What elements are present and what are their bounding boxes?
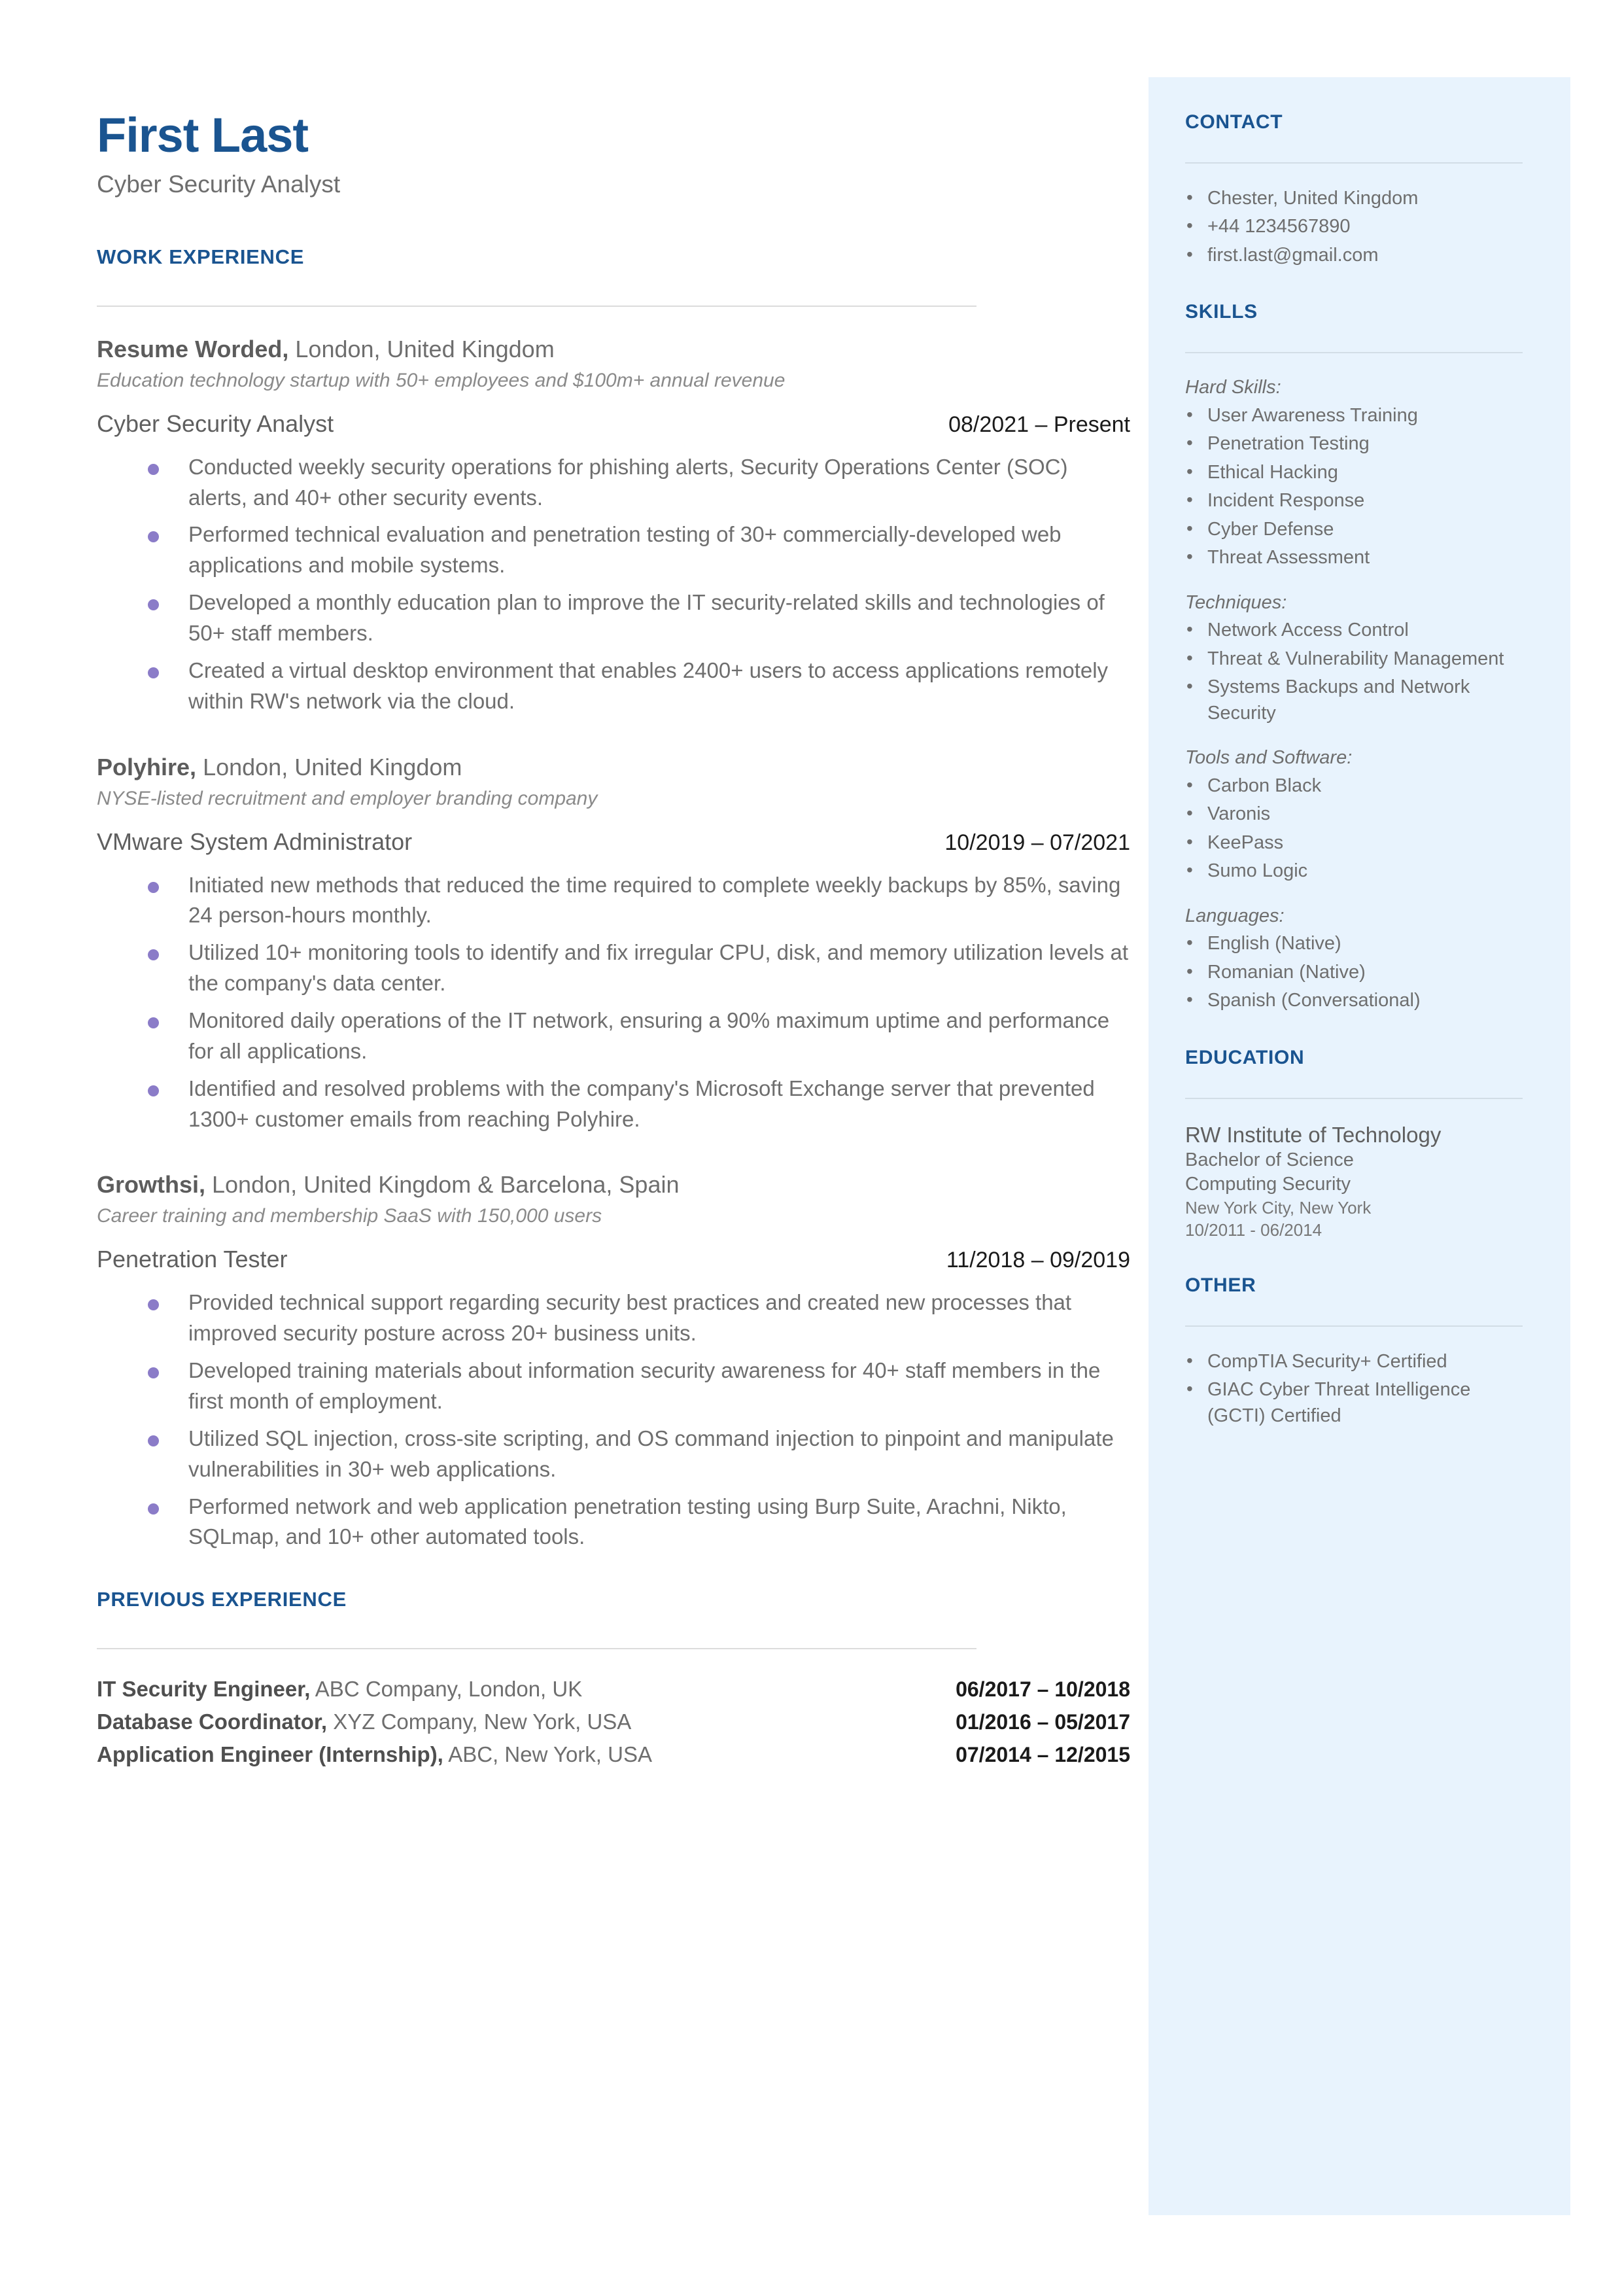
bullet-item: Performed technical evaluation and penetration testing of 30+ commercially-developed web applications and mobile systems.: [97, 519, 1130, 581]
company-description: Education technology startup with 50+ employees and $100m+ annual revenue: [97, 369, 786, 391]
previous-experience-left: [97, 1709, 631, 1734]
skill-item: • Cyber Defense: [1185, 517, 1525, 542]
bullet-item: Initiated new methods that reduced the time required to complete weekly backups by 85%, saving 24 person-hours monthly.: [97, 870, 1130, 932]
skill-item: • Network Access Control: [1185, 618, 1525, 643]
company-line: [97, 334, 1130, 364]
previous-experience-list: [97, 1677, 1130, 1767]
skill-item: • Threat & Vulnerability Management: [1185, 646, 1525, 672]
contact-email[interactable]: • first.last@gmail.com: [1185, 243, 1525, 268]
page-title: First Last: [97, 108, 309, 162]
skill-group-title: Hard Skills:: [1185, 377, 1281, 398]
skill-item: • Systems Backups and Network Security: [1185, 674, 1525, 726]
skill-group-hard-skills: [1185, 376, 1525, 570]
section-divider: [97, 1648, 976, 1649]
sidebar-heading-contact: CONTACT: [1185, 111, 1283, 133]
skill-item: • Penetration Testing: [1185, 431, 1525, 457]
bullet-item: Performed network and web application penetration testing using Burp Suite, Arachni, Nikto, SQLmap, and 10+ other automated tools.: [97, 1492, 1130, 1553]
company-name: Resume Worded,: [97, 335, 289, 362]
company-line: [97, 752, 1130, 782]
bullet-item: Identified and resolved problems with the company's Microsoft Exchange server that prevented 1300+ customer emails from reaching Polyhire.: [97, 1074, 1130, 1135]
sidebar-skills-section: [1185, 301, 1525, 1013]
role-dates: 08/2021 – Present: [948, 412, 1130, 437]
role-row: [97, 410, 1130, 438]
bullet-list: [97, 452, 1130, 717]
bullet-item: Provided technical support regarding security best practices and created new processes that improved security posture across 20+ business units.: [97, 1288, 1130, 1349]
skill-list: [1185, 773, 1525, 885]
education-school: RW Institute of Technology: [1185, 1122, 1442, 1147]
bullet-item: Utilized SQL injection, cross-site scripting, and OS command injection to pinpoint and manipulate vulnerabilities in 30+ web applications.: [97, 1424, 1130, 1485]
sidebar-contact-section: [1185, 111, 1525, 268]
previous-experience-row: [97, 1677, 1130, 1702]
skill-list: [1185, 618, 1525, 726]
skill-list: [1185, 403, 1525, 571]
bullet-item: Created a virtual desktop environment that enables 2400+ users to access applications remotely within RW's network via the cloud.: [97, 656, 1130, 717]
previous-role-title: IT Security Engineer,: [97, 1677, 311, 1702]
work-experience-item: [97, 1170, 1130, 1552]
previous-role-detail: ABC Company, London, UK: [310, 1677, 583, 1702]
skill-item: • English (Native): [1185, 931, 1525, 956]
role-title: Penetration Tester: [97, 1246, 288, 1273]
sidebar-education-section: [1185, 1047, 1525, 1242]
sidebar-column: [1185, 111, 1525, 1462]
bullet-item: Utilized 10+ monitoring tools to identify and fix irregular CPU, disk, and memory utilization levels at the company's data center.: [97, 937, 1130, 999]
education-degree: Bachelor of Science: [1185, 1149, 1354, 1170]
contact-location: • Chester, United Kingdom: [1185, 186, 1525, 211]
previous-experience-row: [97, 1742, 1130, 1767]
company-location: London, United Kingdom & Barcelona, Spain: [205, 1171, 680, 1199]
bullet-item: Monitored daily operations of the IT network, ensuring a 90% maximum uptime and performance for all applications.: [97, 1006, 1130, 1067]
role-dates: 11/2018 – 09/2019: [946, 1248, 1130, 1273]
skill-item: • Threat Assessment: [1185, 545, 1525, 570]
previous-experience-row: [97, 1709, 1130, 1734]
work-experience-section: [97, 245, 1130, 1553]
company-name: Growthsi,: [97, 1171, 206, 1199]
bullet-list: [97, 1288, 1130, 1552]
bullet-item: Developed a monthly education plan to improve the IT security-related skills and technologies of 50+ staff members.: [97, 587, 1130, 649]
bullet-list: [97, 870, 1130, 1135]
role-row: [97, 1246, 1130, 1273]
work-experience-item: [97, 752, 1130, 1135]
company-description: NYSE-listed recruitment and employer branding company: [97, 787, 598, 809]
skill-item: • Carbon Black: [1185, 773, 1525, 799]
company-location: London, United Kingdom: [196, 753, 462, 780]
previous-experience-left: [97, 1677, 582, 1702]
skill-item: • KeePass: [1185, 830, 1525, 856]
previous-role-title: Database Coordinator,: [97, 1709, 328, 1734]
previous-experience-left: [97, 1742, 652, 1767]
contact-phone[interactable]: • +44 1234567890: [1185, 214, 1525, 239]
skill-item: • Spanish (Conversational): [1185, 988, 1525, 1013]
education-dates: 10/2011 - 06/2014: [1185, 1219, 1322, 1240]
previous-role-dates: 06/2017 – 10/2018: [956, 1677, 1130, 1702]
sidebar-divider: [1185, 352, 1523, 353]
skill-group-title: Languages:: [1185, 905, 1285, 926]
certification-item: • CompTIA Security+ Certified: [1185, 1349, 1525, 1375]
skill-list: [1185, 931, 1525, 1013]
sidebar-heading-skills: SKILLS: [1185, 301, 1258, 323]
bullet-item: Developed training materials about information security awareness for 40+ staff members in the first month of employment.: [97, 1356, 1130, 1417]
sidebar-heading-other: OTHER: [1185, 1274, 1256, 1296]
company-location: London, United Kingdom: [288, 335, 555, 362]
skill-group-title: Tools and Software:: [1185, 747, 1353, 769]
sidebar-divider: [1185, 1325, 1523, 1327]
previous-role-dates: 01/2016 – 05/2017: [956, 1710, 1130, 1734]
previous-role-title: Application Engineer (Internship),: [97, 1742, 443, 1767]
company-description: Career training and membership SaaS with 150,000 users: [97, 1205, 602, 1227]
education-location: New York City, New York: [1185, 1198, 1372, 1218]
sidebar-divider: [1185, 162, 1523, 164]
sidebar-other-section: [1185, 1274, 1525, 1429]
company-name: Polyhire,: [97, 753, 197, 780]
skill-group-tools-and-software: [1185, 746, 1525, 884]
skill-item: • Ethical Hacking: [1185, 460, 1525, 485]
sidebar-heading-education: EDUCATION: [1185, 1046, 1305, 1068]
role-row: [97, 828, 1130, 856]
previous-role-detail: XYZ Company, New York, USA: [327, 1709, 632, 1734]
main-column: [97, 108, 1130, 1775]
education-field: Computing Security: [1185, 1174, 1351, 1195]
role-dates: 10/2019 – 07/2021: [944, 830, 1130, 855]
sidebar-divider: [1185, 1098, 1523, 1099]
skill-item: • Varonis: [1185, 801, 1525, 827]
contact-list: [1185, 186, 1525, 268]
section-heading-work-experience: WORK EXPERIENCE: [97, 245, 305, 268]
role-title: VMware System Administrator: [97, 828, 413, 855]
work-experience-item: [97, 334, 1130, 717]
company-line: [97, 1170, 1130, 1199]
bullet-item: Conducted weekly security operations for phishing alerts, Security Operations Center (SOC) alerts, and 40+ other security events.: [97, 452, 1130, 514]
section-divider: [97, 306, 976, 307]
skill-item: • Incident Response: [1185, 488, 1525, 514]
section-heading-previous-experience: PREVIOUS EXPERIENCE: [97, 1588, 347, 1611]
other-list: [1185, 1349, 1525, 1429]
skill-item: • User Awareness Training: [1185, 403, 1525, 429]
skill-group-techniques: [1185, 591, 1525, 726]
previous-role-detail: ABC, New York, USA: [443, 1742, 652, 1767]
certification-item: • GIAC Cyber Threat Intelligence (GCTI) Certified: [1185, 1377, 1525, 1429]
skill-group-languages: [1185, 904, 1525, 1014]
skill-group-title: Techniques:: [1185, 591, 1287, 613]
role-title: Cyber Security Analyst: [97, 410, 334, 437]
skill-item: • Sumo Logic: [1185, 858, 1525, 884]
headline-subtitle: Cyber Security Analyst: [97, 171, 341, 198]
previous-experience-section: [97, 1588, 1130, 1767]
skill-item: • Romanian (Native): [1185, 960, 1525, 985]
previous-role-dates: 07/2014 – 12/2015: [956, 1743, 1130, 1767]
